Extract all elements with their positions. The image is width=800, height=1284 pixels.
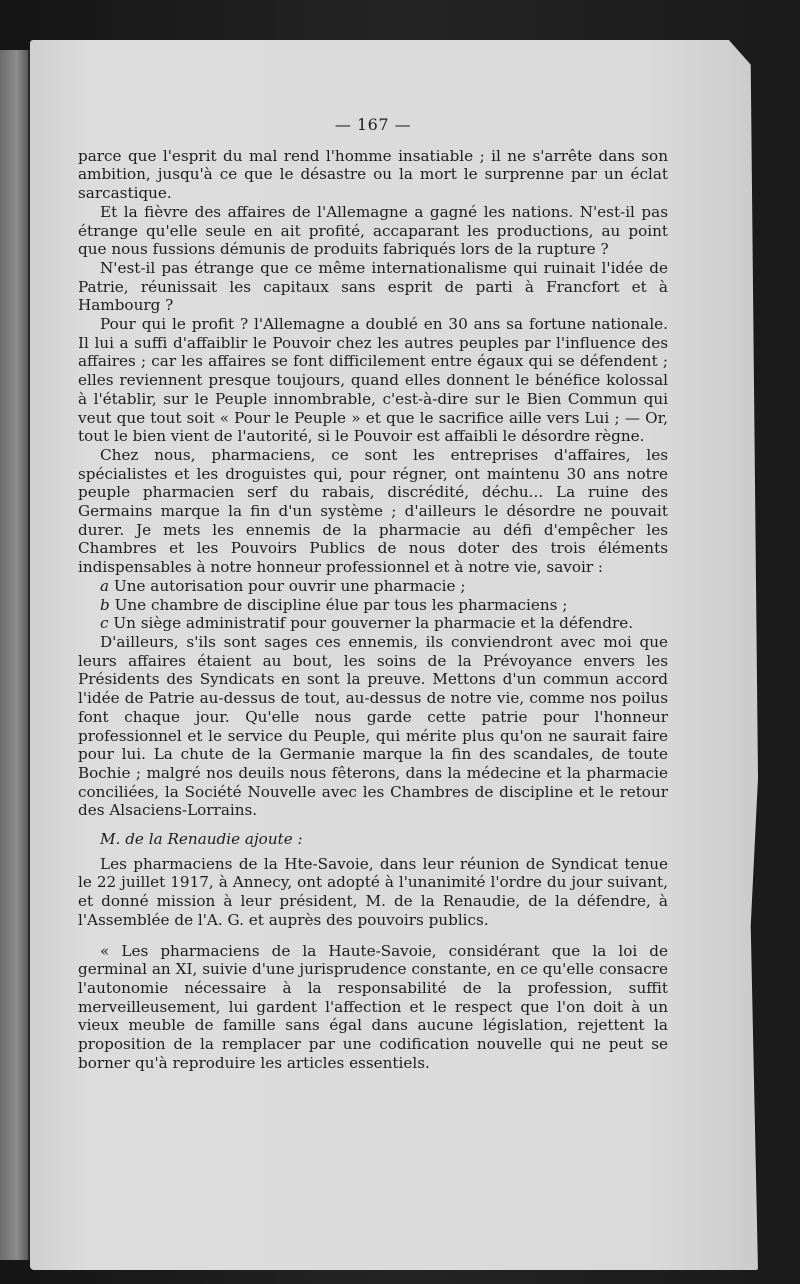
paragraph-4: Pour qui le profit ? l'Allemagne a doublé en 30 ans sa fortune nationale. Il lui a suffi d'affaiblir le Pouvoir chez les autres peuples par l'influence des affaires ; car les affaires se font difficilement entre égaux qui se défendent ; elles reviennent presque toujours, quand elles donnent le bénéfice kolossal à l'établir, sur le Peuple innombrable, c'est-à-dire sur le Bien Commun qui veut que tout soit « Pour le Peuple » et que le sacrifice aille vers Lui ; — Or, tout le bien vient de l'autorité, si le Pouvoir est affaibli le désordre règne.	[78, 315, 668, 446]
paragraph-5: Chez nous, pharmaciens, ce sont les entreprises d'affaires, les spécialistes et les droguistes qui, pour régner, ont maintenu 30 ans notre peuple pharmacien serf du rabais, discrédité, déchu... La ruine des Germains marque la fin d'un système ; d'ailleurs le désordre ne pouvait durer. Je mets les ennemis de la pharmacie au défi d'empêcher les Chambres et les Pouvoirs Publics de nous doter des trois éléments indispensables à notre honneur professionnel et à notre vie, savoir :	[78, 445, 668, 577]
previous-page-edge	[0, 50, 30, 1260]
list-item-b-letter: b	[100, 595, 110, 614]
paragraph-7: Les pharmaciens de la Hte-Savoie, dans leur réunion de Syndicat tenue le 22 juillet 1917, à Annecy, ont adopté à l'unanimité l'ordre du jour suivant, et donné mission à leur président, M. de la Renaudie, de la défendre, à l'Assemblée de l'A. G. et auprès des pouvoirs publics.	[78, 854, 668, 929]
list-item-c	[78, 614, 668, 633]
paragraph-1: parce que l'esprit du mal rend l'homme insatiable ; il ne s'arrête dans son ambition, jusqu'à ce que le désastre ou la mort le surprenne par un éclat sarcastique.	[78, 146, 668, 203]
list-item-b	[78, 596, 668, 615]
speaker-line: M. de la Renaudie ajoute :	[100, 830, 303, 849]
paragraph-6: D'ailleurs, s'ils sont sages ces ennemis, ils conviendront avec moi que leurs affaires étaient au bout, les soins de la Prévoyance envers les Présidents des Syndicats en sont la preuve. Mettons d'un commun accord l'idée de Patrie au-dessus de tout, au-dessus de notre vie, comme nos poilus font chaque jour. Qu'elle nous garde cette patrie pour l'honneur professionnel et le service du Peuple, qui mérite plus qu'on ne saurait faire pour lui. La chute de la Germanie marque la fin des scandales, de toute Bochie ; malgré nos deuils nous fêterons, dans la médecine et la pharmacie conciliées, la Société Nouvelle avec les Chambres de discipline et le retour des Alsaciens-Lorrains.	[78, 632, 668, 820]
paragraph-8: « Les pharmaciens de la Haute-Savoie, considérant que la loi de germinal an XI, suivie d'une jurisprudence constante, en ce qu'elle consacre l'autonomie nécessaire à la responsabilité de la profession, suffit merveilleusement, lui gardent l'affection et le respect que l'on doit à un vieux meuble de famille sans égal dans aucune législation, rejettent la proposition de la remplacer par une codification nouvelle qui ne peut se borner qu'à reproduire les articles essentiels.	[78, 941, 668, 1072]
list-item-c-letter: c	[100, 614, 109, 633]
list-item-c-text: Un siège administratif pour gouverner la pharmacie et la défendre.	[113, 614, 634, 633]
list-item-a	[78, 577, 668, 596]
list-item-a-text: Une autorisation pour ouvrir une pharmacie ;	[113, 576, 466, 595]
paragraph-3: N'est-il pas étrange que ce même internationalisme qui ruinait l'idée de Patrie, réunissait les capitaux sans esprit de parti à Francfort et à Hambourg ?	[78, 258, 668, 315]
page-text	[78, 116, 668, 1072]
list-item-b-text: Une chambre de discipline élue par tous les pharmaciens ;	[114, 595, 568, 614]
list-item-a-letter: a	[100, 576, 110, 595]
page-number: — 167 —	[334, 115, 412, 134]
paragraph-2: Et la fièvre des affaires de l'Allemagne a gagné les nations. N'est-il pas étrange qu'elle seule en ait profité, accaparant les productions, au point que nous fussions démunis de produits fabriqués lors de la rupture ?	[78, 202, 668, 259]
